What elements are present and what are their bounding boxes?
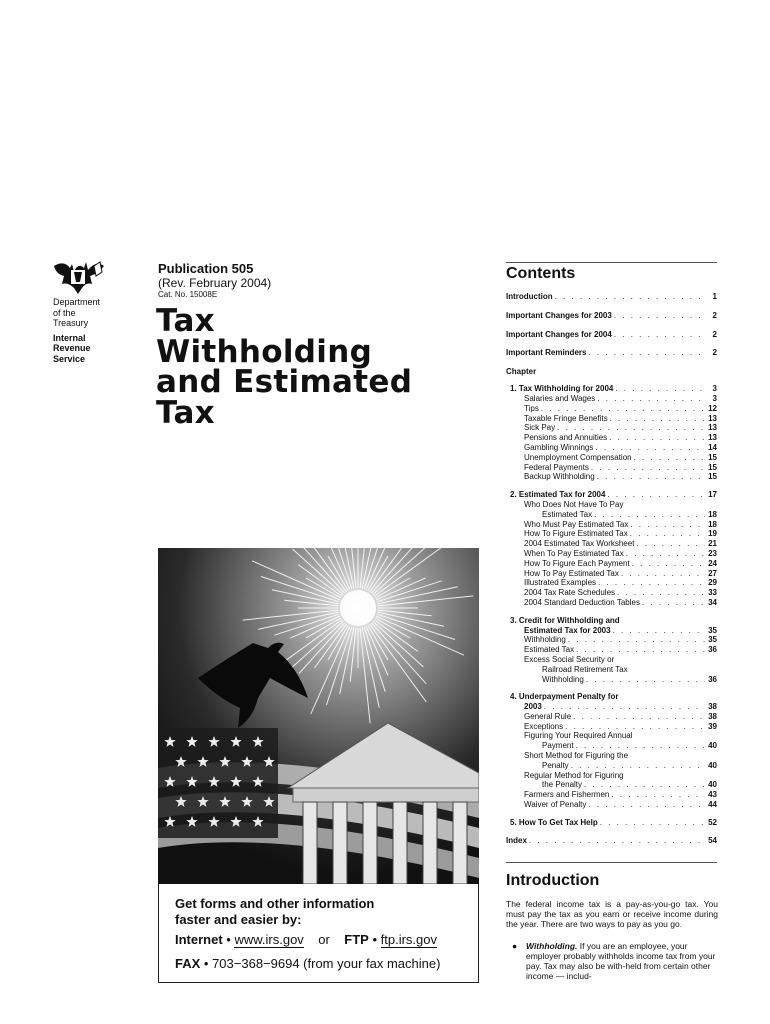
toc-entry-title: Pensions and Annuities [524,433,608,443]
internet-label: Internet [175,932,223,947]
toc-entry-page: 23 [708,548,717,558]
toc-entry[interactable] [506,348,717,358]
toc-entry-title: Short Method for Figuring the [524,751,629,761]
toc-subentry[interactable] [506,539,717,549]
toc-entry[interactable] [506,330,717,340]
toc-leader-dots [614,330,705,340]
toc-entry-title: Withholding [542,674,584,684]
toc-entry-page: 33 [708,588,717,598]
info-heading-line: faster and easier by: [175,912,302,927]
bullet-lead: Withholding. [526,941,578,951]
toc-entry-title: Taxable Fringe Benefits [524,413,608,423]
toc-entry-page: 2 [712,310,717,320]
introduction-rule [506,862,717,863]
toc-entry-page: 12 [708,403,717,413]
ftp-link[interactable]: ftp.irs.gov [380,932,437,947]
toc-entry-title: 2. Estimated Tax for 2004 [510,490,606,500]
toc-chapter[interactable] [506,626,717,636]
fax-label: FAX [175,956,201,971]
service-line: Service [53,353,86,364]
toc-subentry[interactable] [506,463,717,473]
toc-chapter[interactable] [506,702,717,712]
toc-entry-page: 2 [712,348,717,358]
toc-entry-title: Important Changes for 2004 [506,329,612,339]
toc-subentry[interactable] [506,549,717,559]
toc-subentry[interactable] [506,741,717,751]
chapter-label: Chapter [506,367,537,377]
internet-ftp-line: Internet • www.irs.gov or FTP • ftp.irs.gov [175,932,437,947]
toc-entry-index[interactable] [506,836,717,846]
toc-entry-page: 14 [708,442,717,452]
toc-entry-page: 40 [708,760,717,770]
toc-leader-dots [634,453,705,463]
cover-illustration [158,548,479,884]
toc-entry-page: 34 [708,597,717,607]
toc-entry-title: 3. Credit for Withholding and [510,615,620,625]
toc-entry-title: General Rule [524,711,572,721]
toc-entry-title: Waiver of Penalty [524,800,587,810]
bullet-dot: ● [512,941,518,951]
toc-entry-title: Penalty [542,760,569,770]
dept-line: of the [53,307,76,318]
toc-leader-dots [541,404,705,414]
toc-entry-title: Index [506,835,527,845]
toc-entry-title: Regular Method for Figuring [524,770,624,780]
toc-entry-title: 2003 [524,702,542,712]
toc-subentry[interactable] [506,598,717,608]
toc-entry-page: 19 [708,529,717,539]
toc-entry-page: 36 [708,674,717,684]
toc-subentry[interactable] [506,472,717,482]
toc-entry-title: Payment [542,741,574,751]
toc-entry-page: 38 [708,711,717,721]
toc-subentry[interactable] [506,500,717,510]
toc-leader-dots [626,549,705,559]
toc-leader-dots [588,348,705,358]
toc-entry-page: 15 [708,462,717,472]
toc-entry[interactable] [506,311,717,321]
toc-entry-page: 38 [708,702,717,712]
ftp-label: FTP [344,932,369,947]
toc-leader-dots [571,761,705,771]
toc-subentry[interactable] [506,800,717,810]
toc-entry-title: Introduction [506,292,553,301]
toc-entry-title: the Penalty [542,780,583,790]
toc-entry-title: Who Must Pay Estimated Tax [524,519,629,529]
toc-subentry[interactable] [506,731,717,741]
introduction-paragraph: The federal income tax is a pay-as-you-go tax. You must pay the tax as you earn or receive income during the year. There are two ways to pay as you go. [506,899,718,929]
or-text: or [318,932,330,947]
toc-subentry[interactable] [506,520,717,530]
toc-subentry[interactable] [506,414,717,424]
toc-subentry[interactable] [506,404,717,414]
toc-entry-title: Important Reminders [506,348,587,358]
info-heading-line: Get forms and other information [175,896,375,911]
toc-entry-page: 35 [708,625,717,635]
toc-leader-dots [609,433,705,443]
toc-subentry[interactable] [506,780,717,790]
toc-subentry[interactable] [506,790,717,800]
toc-entry-page: 2 [712,329,717,339]
toc-entry-title: How To Pay Estimated Tax [524,568,619,578]
toc-leader-dots [573,712,705,722]
toc-leader-dots [617,588,705,598]
irs-eagle-logo [50,258,106,296]
toc-leader-dots [610,414,705,424]
toc-leader-dots [584,780,705,790]
toc-entry-page: 3 [712,393,717,403]
toc-entry-title: Excess Social Security or [524,654,615,664]
toc-entry-title: Sick Pay [524,423,556,433]
toc-subentry[interactable] [506,443,717,453]
dept-line: Department [53,297,101,307]
toc-subentry[interactable] [506,569,717,579]
toc-entry-title: Important Changes for 2003 [506,310,612,320]
toc-subentry[interactable] [506,394,717,404]
toc-entry-page: 15 [708,452,717,462]
toc-leader-dots [529,836,705,846]
toc-entry-title: Figuring Your Required Annual [524,731,633,741]
table-of-contents [506,292,717,845]
toc-leader-dots [598,578,705,588]
toc-leader-dots [642,598,705,608]
toc-entry-title: Estimated Tax [524,645,575,655]
toc-entry-page: 54 [708,835,717,845]
toc-entry-title: Exceptions [524,721,564,731]
introduction-bullet [512,941,718,981]
toc-leader-dots [588,800,705,810]
toc-subentry[interactable] [506,771,717,781]
toc-subentry[interactable] [506,645,717,655]
toc-entry-title: Unemployment Compensation [524,452,632,462]
toc-entry-title: When To Pay Estimated Tax [524,548,624,558]
toc-entry-title: Gambling Winnings [524,442,594,452]
bullet-body: If you are an employee, your employer probably withholds income tax from your pay. Tax may also be with-held from certain other income — includ- [526,941,716,981]
toc-entry-title: 2004 Standard Deduction Tables [524,597,640,607]
toc-leader-dots [591,463,705,473]
toc-entry-page: 17 [708,490,717,500]
toc-leader-dots [586,675,705,685]
toc-entry-page: 15 [708,472,717,482]
title-line: Tax [156,394,215,431]
bullet-text [526,941,718,981]
publication-number: Publication 505 [158,261,254,276]
toc-entry-title: Estimated Tax for 2003 [524,625,611,635]
toc-entry-page: 13 [708,423,717,433]
toc-subentry[interactable] [506,559,717,569]
toc-leader-dots [544,702,705,712]
toc-entry-title: 2004 Estimated Tax Worksheet [524,539,635,549]
toc-entry-page: 3 [712,384,717,394]
contents-top-rule [506,262,717,263]
toc-chapter[interactable] [506,490,717,500]
toc-entry-title: Backup Withholding [524,472,595,482]
toc-entry-title: How To Figure Each Payment [524,558,630,568]
title-line: Tax [156,303,215,339]
toc-leader-dots [576,741,705,751]
toc-leader-dots [613,626,705,636]
toc-leader-dots [565,722,705,732]
toc-leader-dots [568,635,705,645]
toc-subentry[interactable] [506,665,717,675]
contents-heading: Contents [506,265,576,282]
toc-leader-dots [607,490,705,500]
toc-entry-page: 52 [708,817,717,827]
toc-leader-dots [597,472,705,482]
toc-leader-dots [557,423,705,433]
document-title [156,303,413,431]
toc-entry-page: 18 [708,509,717,519]
toc-entry-title: Illustrated Examples [524,578,597,588]
toc-subentry[interactable] [506,712,717,722]
toc-entry-page: 13 [708,413,717,423]
toc-entry-title: Withholding [524,635,566,645]
toc-chapter[interactable] [506,384,717,394]
toc-entry-title: 4. Underpayment Penalty for [510,692,619,702]
toc-entry-page: 40 [708,741,717,751]
toc-chapter[interactable] [506,692,717,702]
toc-entry-page: 39 [708,721,717,731]
introduction-heading: Introduction [506,872,600,889]
service-line: Revenue [53,343,91,353]
toc-subentry[interactable] [506,578,717,588]
agency-name [53,297,100,364]
toc-leader-dots [630,520,705,530]
toc-subentry[interactable] [506,588,717,598]
title-line: Withholding [156,333,373,370]
toc-subentry[interactable] [506,761,717,771]
toc-entry-title: 2004 Tax Rate Schedules [524,588,616,598]
toc-subentry[interactable] [506,675,717,685]
toc-subentry[interactable] [506,722,717,732]
toc-entry-page: 1 [712,292,717,301]
toc-leader-dots [614,311,705,321]
info-heading [175,896,374,928]
toc-entry-page: 29 [708,578,717,588]
toc-entry-page: 27 [708,568,717,578]
toc-leader-dots [555,292,705,302]
toc-leader-dots [630,529,705,539]
toc-leader-dots [597,394,705,404]
title-line: and Estimated [156,364,413,400]
toc-leader-dots [615,384,705,394]
toc-leader-dots [594,510,705,520]
toc-leader-dots [600,818,705,828]
toc-entry-page: 13 [708,433,717,443]
toc-subentry[interactable] [506,529,717,539]
toc-entry-title: Who Does Not Have To Pay [524,499,624,509]
fax-line: FAX • 703−368−9694 (from your fax machine) [175,956,441,971]
toc-leader-dots [632,559,705,569]
publication-revision: (Rev. February 2004) [158,276,272,290]
toc-entry-page: 21 [708,539,717,549]
toc-entry-title: Federal Payments [524,462,589,472]
toc-entry-page: 44 [708,800,717,810]
service-line: Internal [53,332,86,343]
toc-subentry[interactable] [506,635,717,645]
toc-entry-page: 36 [708,645,717,655]
toc-entry-title: How To Figure Estimated Tax [524,529,628,539]
toc-chapter[interactable] [506,616,717,626]
dept-line: Treasury [53,318,89,328]
toc-entry-page: 35 [708,635,717,645]
toc-subentry[interactable] [506,655,717,665]
toc-leader-dots [595,443,705,453]
toc-entry-page: 40 [708,780,717,790]
toc-subentry[interactable] [506,510,717,520]
toc-leader-dots [576,645,705,655]
toc-entry-title: Farmers and Fishermen [524,790,610,800]
toc-leader-dots [611,790,705,800]
toc-leader-dots [621,569,705,579]
toc-subentry[interactable] [506,433,717,443]
toc-subentry[interactable] [506,453,717,463]
toc-chapter[interactable] [506,818,717,828]
toc-entry-page: 24 [708,558,717,568]
toc-entry-page: 43 [708,790,717,800]
toc-subentry[interactable] [506,423,717,433]
toc-entry-page: 18 [708,519,717,529]
toc-entry[interactable] [506,292,717,302]
toc-entry-title: Estimated Tax [542,509,593,519]
toc-entry-title: 1. Tax Withholding for 2004 [510,384,614,394]
toc-leader-dots [636,539,705,549]
fax-number: 703−368−9694 (from your fax machine) [212,956,441,971]
toc-entry-title: Tips [524,403,539,413]
toc-subentry[interactable] [506,751,717,761]
irs-website-link[interactable]: www.irs.gov [234,932,304,947]
toc-entry-title: Railroad Retirement Tax [542,664,628,674]
toc-entry-title: 5. How To Get Tax Help [510,817,598,827]
toc-entry-title: Salaries and Wages [524,393,596,403]
catalog-number: Cat. No. 15008E [158,290,218,299]
